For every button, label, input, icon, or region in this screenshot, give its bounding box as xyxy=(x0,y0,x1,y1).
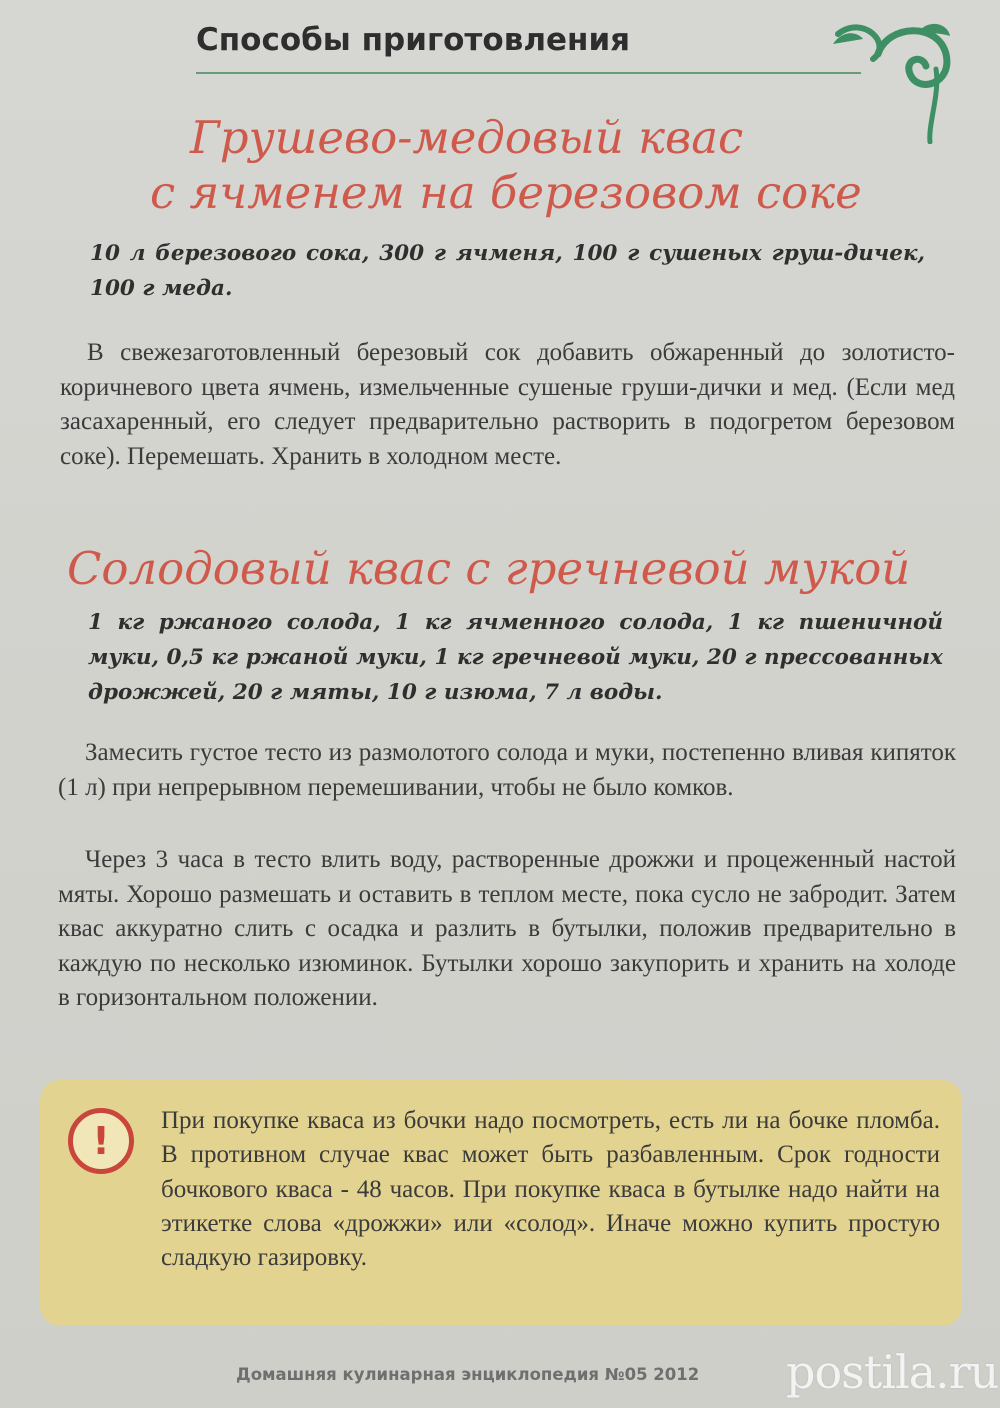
watermark-right: ru xyxy=(948,1345,999,1399)
watermark-dot: . xyxy=(935,1345,949,1399)
recipe-1-paragraph-1: В свежезаготовленный березовый сок добавить обжаренный до золотисто-коричневого цвета ячмень, измельченные сушеные груши-дички и мед. (Если мед засахаренный, его следует предварительно растворить в подогретом березовом соке). Перемешать. Хранить в холодном месте. xyxy=(60,339,955,470)
postila-watermark xyxy=(786,1345,998,1399)
exclamation-symbol: ! xyxy=(92,1119,110,1163)
recipe-2-paragraph-1: Замесить густое тесто из размолотого солода и муки, постепенно вливая кипяток (1 л) при непрерывном перемешивании, чтобы не было комков. xyxy=(58,739,956,801)
recipe-2-paragraph-2: Через 3 часа в тесто влить воду, растворенные дрожжи и процеженный настой мяты. Хорошо размешать и оставить в теплом месте, пока сусло не забродит. Затем квас аккуратно слить с осадка и разлить в бутылки, положив предварительно в каждую по несколько изюминок. Бутылки хорошо закупорить и хранить на холоде в горизонтальном положении. xyxy=(58,846,956,1012)
exclamation-icon xyxy=(68,1108,134,1174)
warning-text: При покупке кваса из бочки надо посмотреть, есть ли на бочке пломба. В противном случае квас может быть разбавленным. Срок годности бочкового кваса - 48 часов. При покупке кваса в бутылке надо найти на этикетке слова «дрожжи» или «солод». Иначе можно купить простую сладкую газировку. xyxy=(161,1107,940,1272)
recipe-1-title-line-1: Грушево-медовый квас xyxy=(190,111,744,164)
recipe-1-ingredients: 10 л березового сока, 300 г ячменя, 100 г сушеных груш-дичек, 100 г меда. xyxy=(90,241,925,301)
source-caption: Домашняя кулинарная энциклопедия №05 2012 xyxy=(236,1365,700,1384)
recipe-1-title-line-2: с ячменем на березовом соке xyxy=(150,166,862,219)
watermark-left: postila xyxy=(786,1345,936,1399)
section-title: Способы приготовления xyxy=(196,22,631,58)
recipe-2-ingredients: 1 кг ржаного солода, 1 кг ячменного солода, 1 кг пшеничной муки, 0,5 кг ржаной муки, 1 кг гречневой муки, 20 г прессованных дрожжей, 20 г мяты, 10 г изюма, 7 л воды. xyxy=(88,610,943,705)
recipe-2-title: Солодовый квас с гречневой мукой xyxy=(67,542,911,595)
header-divider xyxy=(196,72,861,74)
flourish-ornament-icon xyxy=(818,14,958,144)
